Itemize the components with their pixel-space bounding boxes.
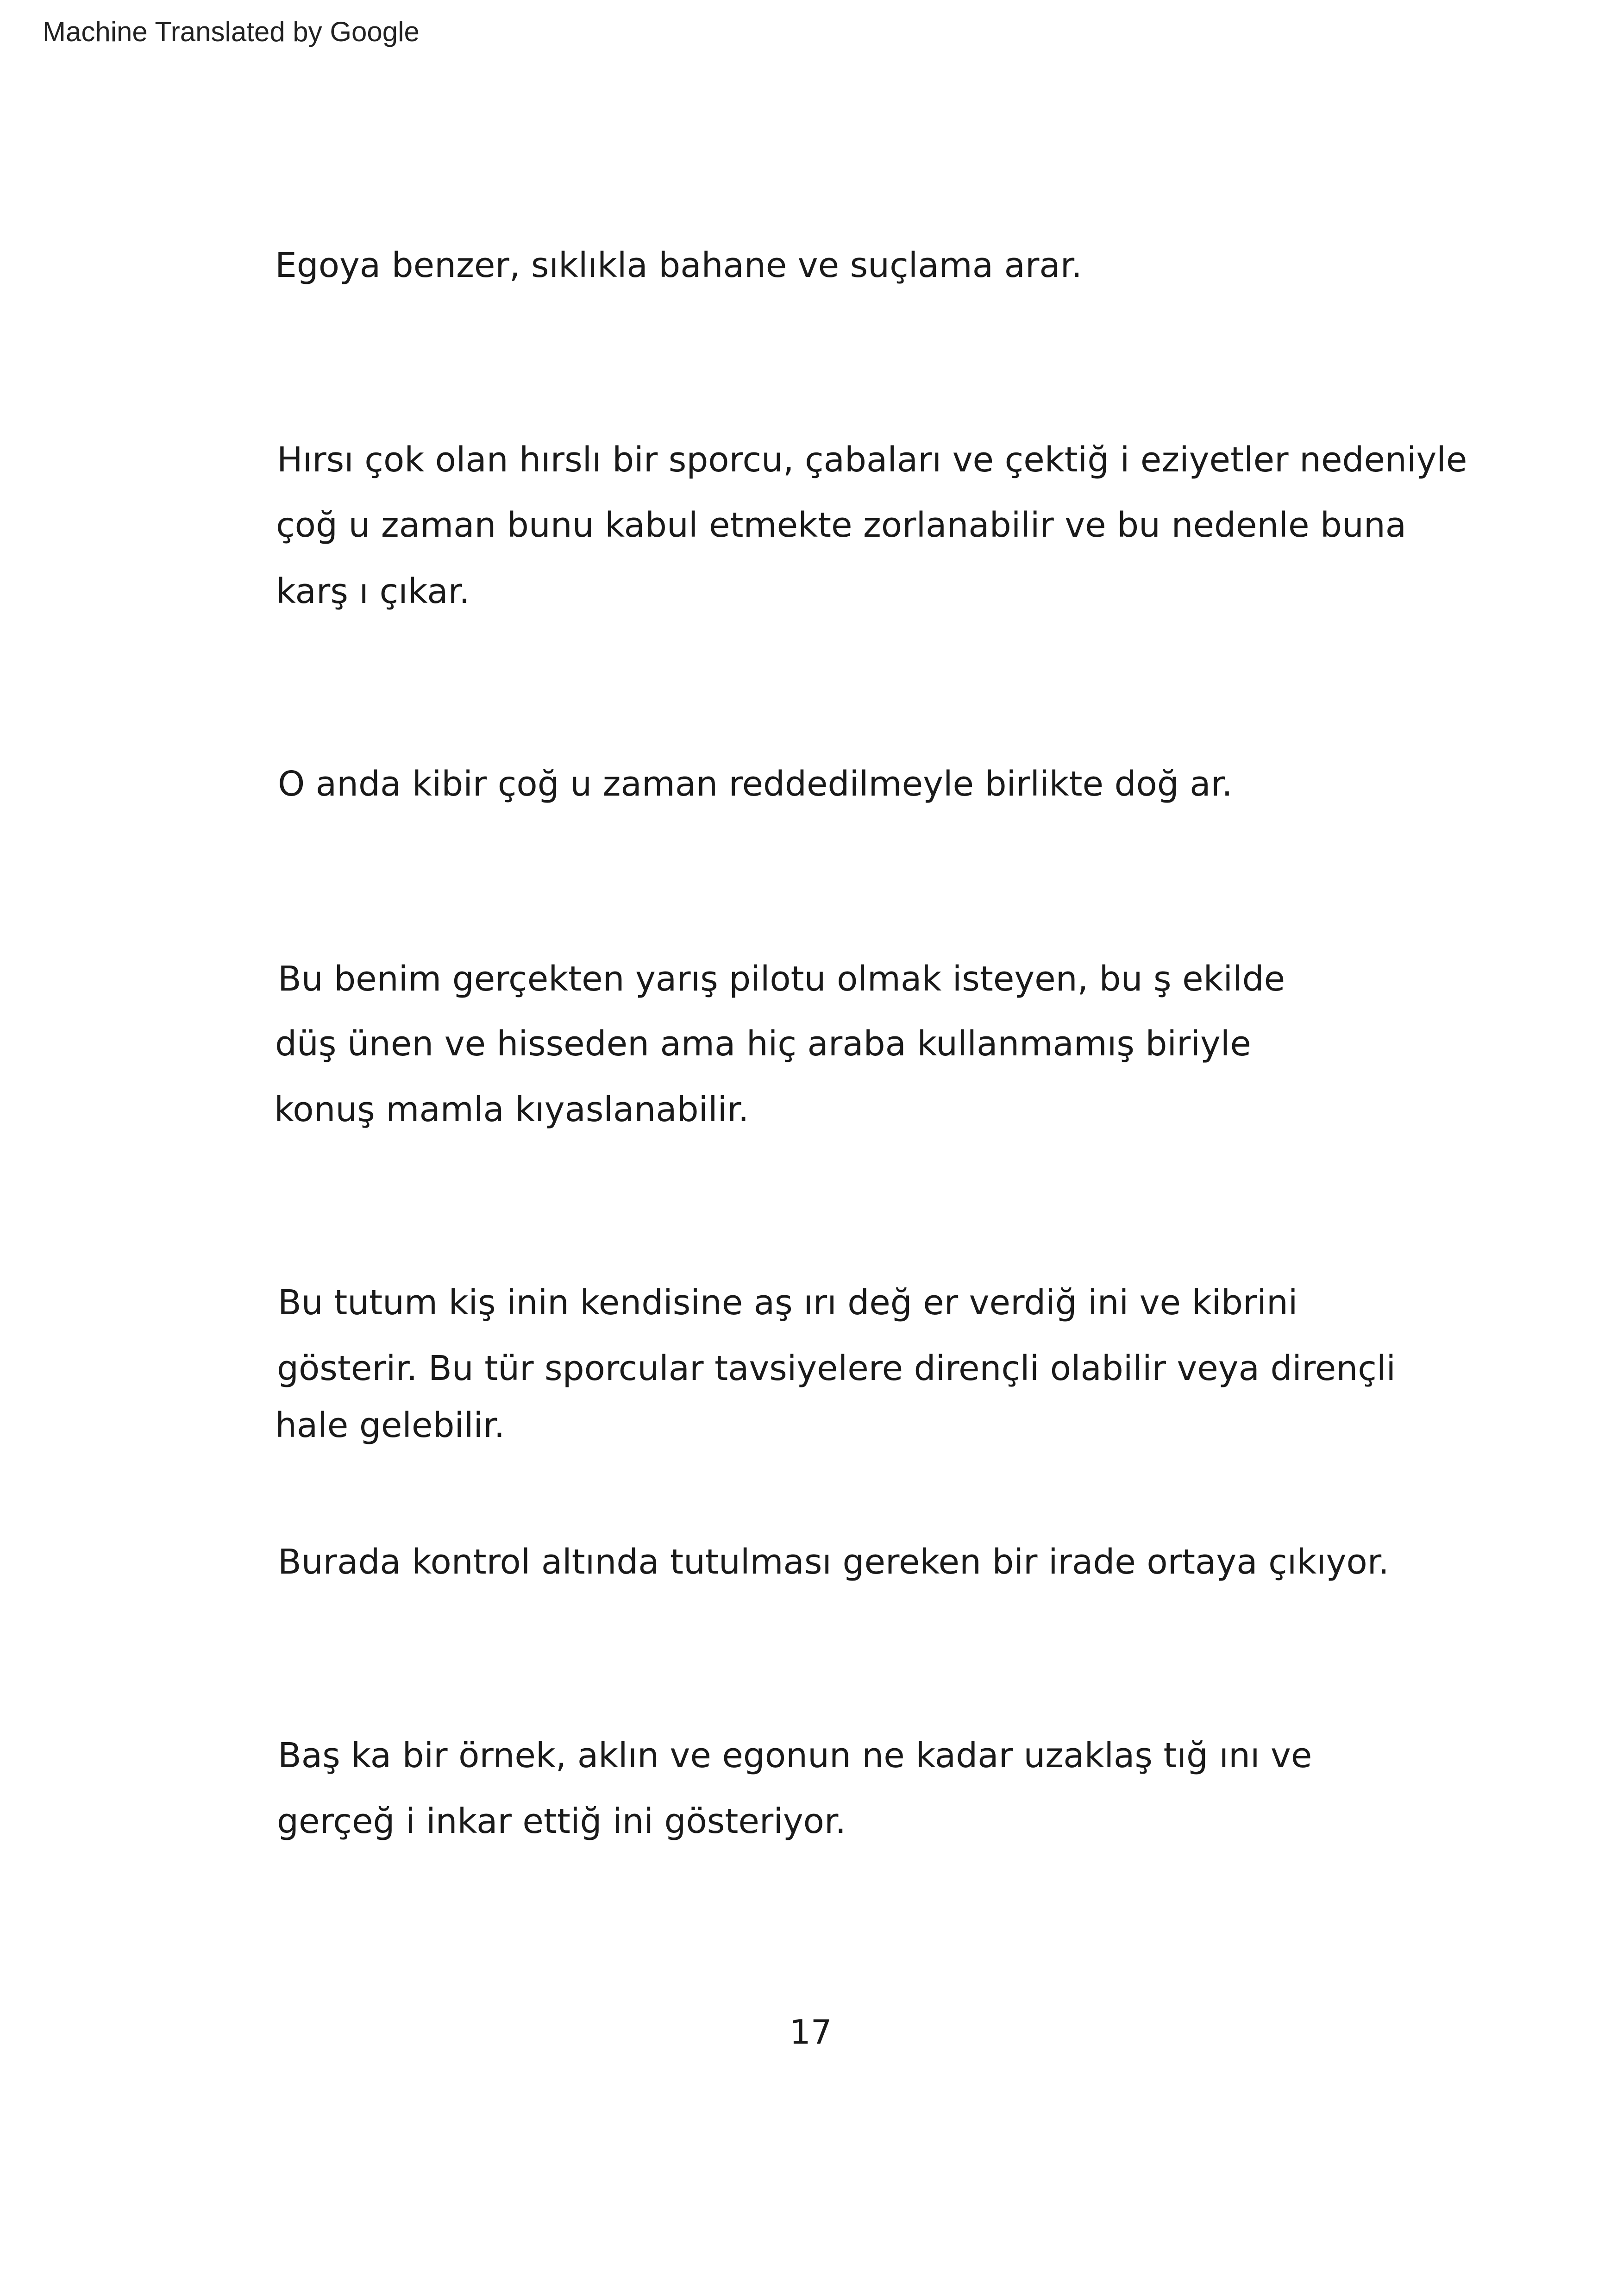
machine-translation-banner: Machine Translated by Google	[43, 16, 420, 47]
text-line: Burada kontrol altında tutulması gereken bir irade ortaya çıkıyor.	[278, 1542, 1389, 1582]
page-number: 17	[790, 2013, 832, 2051]
text-line: Bu tutum kiş inin kendisine aş ırı değ er verdiğ ini ve kibrini	[278, 1283, 1298, 1323]
text-line: düş ünen ve hisseden ama hiç araba kullanmamış biriyle	[275, 1024, 1251, 1064]
text-line: karş ı çıkar.	[276, 571, 470, 611]
text-line: Baş ka bir örnek, aklın ve egonun ne kadar uzaklaş tığ ını ve	[278, 1736, 1312, 1775]
text-line: Bu benim gerçekten yarış pilotu olmak isteyen, bu ş ekilde	[278, 959, 1285, 999]
text-line: hale gelebilir.	[275, 1405, 505, 1445]
text-line: gerçeğ i inkar ettiğ ini gösteriyor.	[277, 1801, 846, 1841]
text-line: çoğ u zaman bunu kabul etmekte zorlanabilir ve bu nedenle buna	[276, 505, 1407, 545]
text-line: konuş mamla kıyaslanabilir.	[274, 1090, 749, 1129]
text-line: gösterir. Bu tür sporcular tavsiyelere dirençli olabilir veya dirençli	[277, 1349, 1396, 1388]
text-line: Egoya benzer, sıklıkla bahane ve suçlama arar.	[275, 245, 1082, 285]
text-line: Hırsı çok olan hırslı bir sporcu, çabaları ve çektiğ i eziyetler nedeniyle	[277, 440, 1467, 480]
text-line: O anda kibir çoğ u zaman reddedilmeyle birlikte doğ ar.	[278, 764, 1233, 804]
